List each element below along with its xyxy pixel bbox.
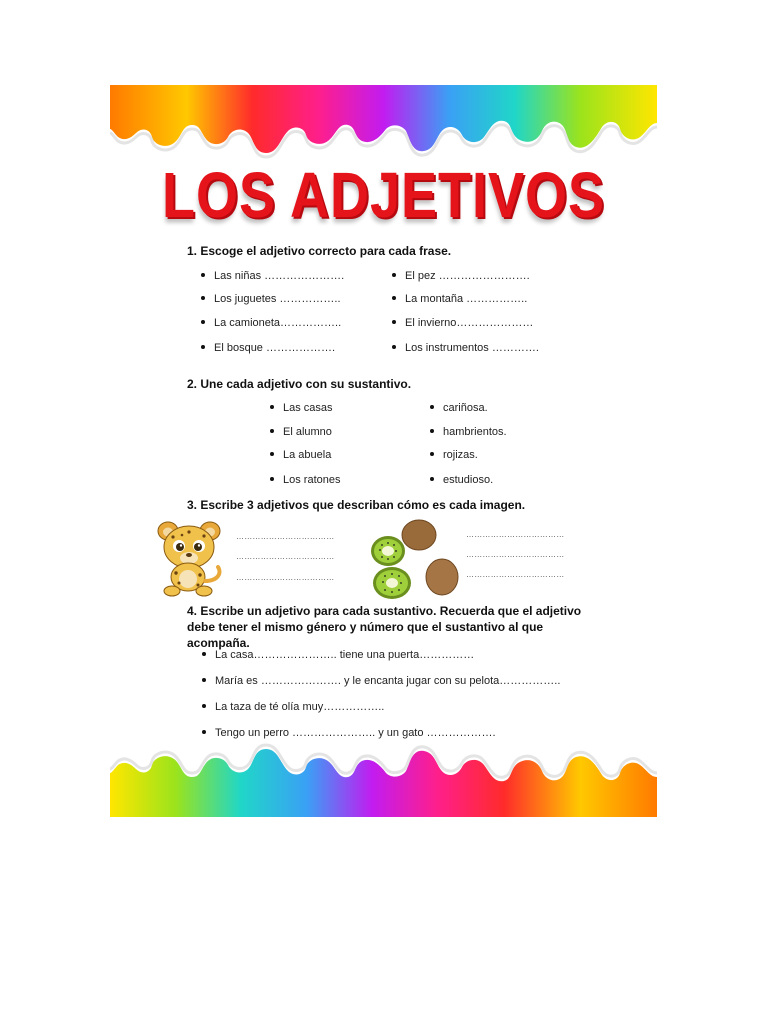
answer-line[interactable]: ………………………………	[236, 573, 335, 582]
rainbow-drip-border-bottom	[110, 743, 657, 817]
answer-line[interactable]: ………………………………	[236, 532, 335, 541]
worksheet-page	[110, 85, 657, 817]
section1-left-item: La camioneta……………..	[201, 316, 341, 330]
answer-line[interactable]: ………………………………	[466, 550, 565, 559]
section2-noun-item: La abuela	[270, 448, 331, 462]
section1-right-item: Los instrumentos ………….	[392, 341, 539, 355]
section2-adjective-item: hambrientos.	[430, 425, 507, 439]
section1-heading: 1. Escoge el adjetivo correcto para cada frase.	[187, 244, 452, 258]
answer-line[interactable]: ………………………………	[466, 530, 565, 539]
section3-heading: 3. Escribe 3 adjetivos que describan cómo es cada imagen.	[187, 498, 526, 512]
section1-left-item: Los juguetes ……………..	[201, 292, 341, 306]
kiwi-fruit-image	[366, 517, 462, 601]
rainbow-drip-border-top	[110, 85, 657, 167]
answer-line[interactable]: ………………………………	[236, 552, 335, 561]
section2-adjective-item: estudioso.	[430, 473, 493, 487]
section2-noun-item: Las casas	[270, 401, 333, 415]
section2-adjective-item: cariñosa.	[430, 401, 488, 415]
section1-left-item: Las niñas ………………….	[201, 269, 344, 283]
worksheet-title: LOS ADJETIVOS	[161, 160, 606, 231]
section4-item: La taza de té olía muy……………..	[202, 700, 384, 714]
section1-right-item: La montaña ……………..	[392, 292, 527, 306]
section2-noun-item: El alumno	[270, 425, 332, 439]
section4-heading: 4. Escribe un adjetivo para cada sustantivo. Recuerda que el adjetivo debe tener el mismo género y número que el sustantivo al que acompaña.	[187, 604, 582, 650]
section4-item: Tengo un perro ………………….. y un gato ……………….	[202, 726, 496, 740]
section1-left-item: El bosque ……………….	[201, 341, 335, 355]
section2-adjective-item: rojizas.	[430, 448, 478, 462]
section1-right-item: El pez …………………….	[392, 269, 530, 283]
section4-item: La casa………………….. tiene una puerta……………	[202, 648, 474, 662]
leopard-cub-image	[148, 515, 232, 599]
section4-item: María es …………………. y le encanta jugar con su pelota……………..	[202, 674, 560, 688]
section1-right-item: El invierno…………………	[392, 316, 533, 330]
section2-heading: 2. Une cada adjetivo con su sustantivo.	[187, 377, 412, 391]
section2-noun-item: Los ratones	[270, 473, 340, 487]
answer-line[interactable]: ………………………………	[466, 570, 565, 579]
